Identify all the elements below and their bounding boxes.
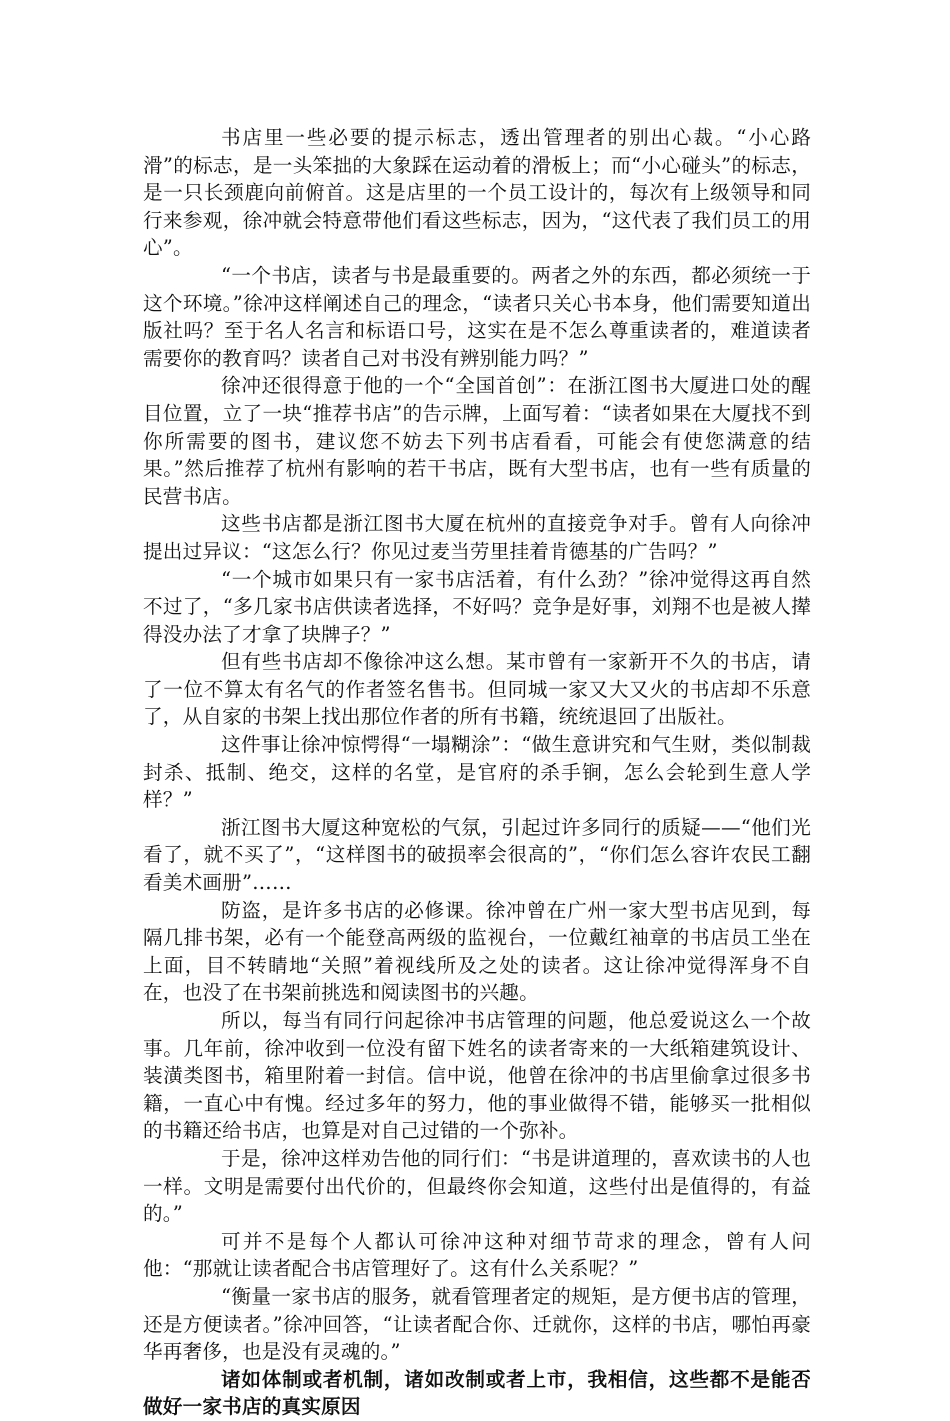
paragraph: 浙江图书大厦这种宽松的气氛，引起过许多同行的质疑——“他们光看了，就不买了”，“这样图书的破损率会很高的”，“你们怎么容许农民工翻看美术画册”……	[143, 815, 811, 895]
paragraph: 所以，每当有同行问起徐冲书店管理的问题，他总爱说这么一个故事。几年前，徐冲收到一位没有留下姓名的读者寄来的一大纸箱建筑设计、装潢类图书，箱里附着一封信。信中说，他曾在徐冲的书店里偷拿过很多书籍，一直心中有愧。经过多年的努力，他的事业做得不错，能够买一批相似的书籍还给书店，也算是对自己过错的一个弥补。	[143, 1009, 811, 1143]
paragraph: 但有些书店却不像徐冲这么想。某市曾有一家新开不久的书店，请了一位不算太有名气的作者签名售书。但同城一家又大又火的书店却不乐意了，从自家的书架上找出那位作者的所有书籍，统统退回了出版社。	[143, 650, 811, 729]
paragraph: 可并不是每个人都认可徐冲这种对细节苛求的理念，曾有人问他：“那就让读者配合书店管理好了。这有什么关系呢？”	[143, 1229, 811, 1281]
paragraph: “一个城市如果只有一家书店活着，有什么劲？”徐冲觉得这再自然不过了，“多几家书店供读者选择，不好吗？竞争是好事，刘翔不也是被人撵得没办法了才拿了块牌子？”	[143, 567, 811, 646]
paragraph: 防盗，是许多书店的必修课。徐冲曾在广州一家大型书店见到，每隔几排书架，必有一个能登高两级的监视台，一位戴红袖章的书店员工坐在上面，目不转睛地“关照”着视线所及之处的读者。这让徐冲觉得浑身不自在，也没了在书架前挑选和阅读图书的兴趣。	[143, 898, 811, 1005]
paragraph: “一个书店，读者与书是最重要的。两者之外的东西，都必须统一于这个环境。”徐冲这样阐述自己的理念，“读者只关心书本身，他们需要知道出版社吗？至于名人名言和标语口号，这实在是不怎么尊重读者的，难道读者需要你的教育吗？读者自己对书没有辨别能力吗？”	[143, 263, 811, 370]
paragraph: “衡量一家书店的服务，就看管理者定的规矩，是方便书店的管理，还是方便读者。”徐冲回答，“让读者配合你、迁就你，这样的书店，哪怕再豪华再奢侈，也是没有灵魂的。”	[143, 1284, 811, 1364]
paragraph: 书店里一些必要的提示标志，透出管理者的别出心裁。“小心路滑”的标志，是一头笨拙的大象踩在运动着的滑板上；而“小心碰头”的标志，是一只长颈鹿向前俯首。这是店里的一个员工设计的，每次有上级领导和同行来参观，徐冲就会特意带他们看这些标志，因为，“这代表了我们员工的用心”。	[143, 126, 811, 260]
article-body	[143, 124, 811, 1421]
paragraph: 于是，徐冲这样劝告他的同行们：“书是讲道理的，喜欢读书的人也一样。文明是需要付出代价的，但最终你会知道，这些付出是值得的，有益的。”	[143, 1146, 811, 1226]
paragraph: 徐冲还很得意于他的一个“全国首创”：在浙江图书大厦进口处的醒目位置，立了一块“推荐书店”的告示牌，上面写着：“读者如果在大厦找不到你所需要的图书，建议您不妨去下列书店看看，可能会有使您满意的结果。”然后推荐了杭州有影响的若干书店，既有大型书店，也有一些有质量的民营书店。	[143, 374, 811, 508]
closing-bold-paragraph: 诸如体制或者机制，诸如改制或者上市，我相信，这些都不是能否做好一家书店的真实原因	[143, 1367, 811, 1419]
paragraph: 这些书店都是浙江图书大厦在杭州的直接竞争对手。曾有人向徐冲提出过异议：“这怎么行？你见过麦当劳里挂着肯德基的广告吗？”	[143, 512, 811, 563]
paragraph: 这件事让徐冲惊愕得“一塌糊涂”：“做生意讲究和气生财，类似制裁封杀、抵制、绝交，这样的名堂，是官府的杀手锏，怎么会轮到生意人学样？”	[143, 733, 811, 812]
